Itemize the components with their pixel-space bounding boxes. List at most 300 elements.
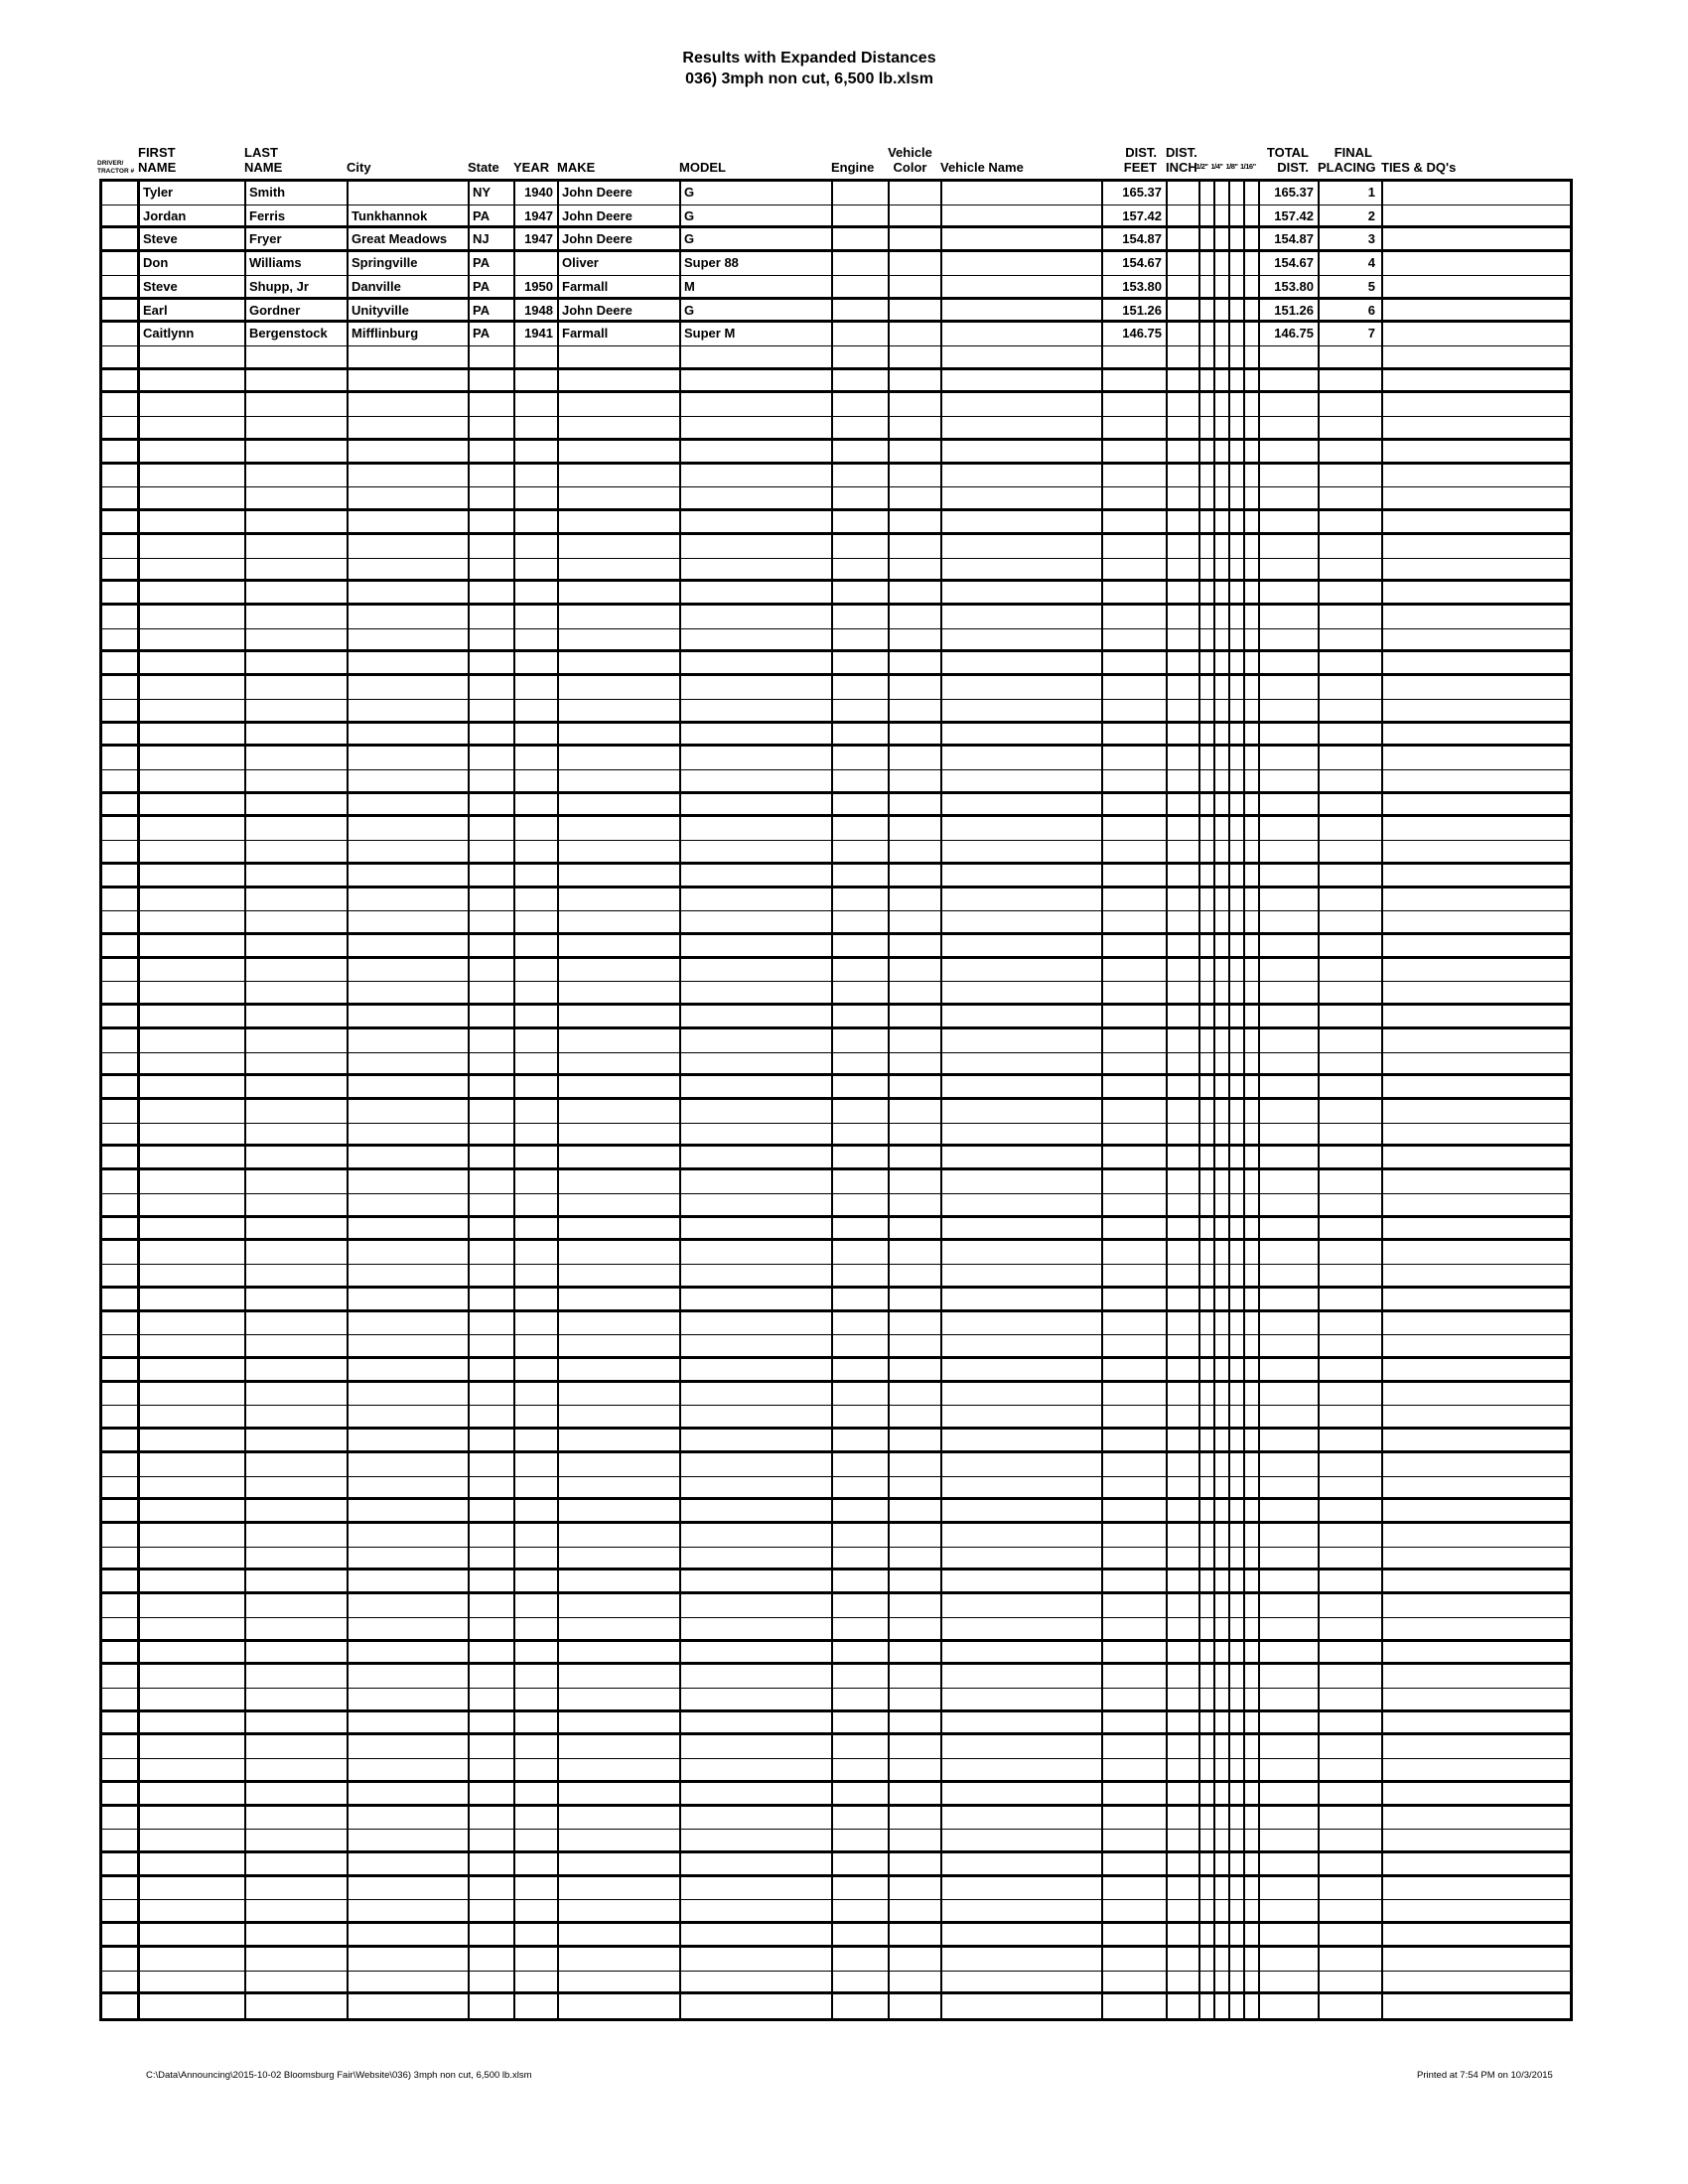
cell-eighth bbox=[1230, 1335, 1245, 1356]
cell-total bbox=[1260, 1759, 1320, 1780]
cell-make bbox=[559, 346, 681, 367]
cell-vehicle_name bbox=[942, 441, 1103, 462]
cell-state: PA bbox=[470, 300, 515, 321]
cell-model bbox=[681, 1383, 833, 1406]
cell-year bbox=[515, 1453, 559, 1476]
table-row bbox=[102, 1948, 1570, 1972]
col-header-label: State bbox=[468, 160, 499, 175]
cell-sixteenth bbox=[1245, 559, 1260, 580]
cell-half bbox=[1200, 228, 1215, 249]
cell-placing bbox=[1320, 629, 1383, 650]
table-row bbox=[102, 817, 1570, 841]
cell-half bbox=[1200, 1453, 1215, 1476]
cell-year bbox=[515, 888, 559, 911]
cell-color bbox=[890, 700, 942, 721]
cell-dist_feet bbox=[1103, 441, 1168, 462]
table-row bbox=[102, 1807, 1570, 1831]
cell-placing bbox=[1320, 1383, 1383, 1406]
cell-eighth bbox=[1230, 1406, 1245, 1427]
cell-year bbox=[515, 1241, 559, 1264]
cell-rownum bbox=[102, 1877, 140, 1900]
cell-total bbox=[1260, 1830, 1320, 1850]
cell-ties bbox=[1383, 582, 1570, 603]
cell-total bbox=[1260, 1241, 1320, 1264]
cell-engine bbox=[833, 959, 890, 982]
cell-last bbox=[246, 1948, 349, 1971]
cell-color bbox=[890, 182, 942, 205]
cell-city bbox=[349, 346, 470, 367]
cell-quarter bbox=[1215, 652, 1230, 673]
cell-color bbox=[890, 511, 942, 532]
cell-ties bbox=[1383, 1877, 1570, 1900]
cell-first bbox=[140, 1029, 246, 1052]
cell-engine bbox=[833, 676, 890, 699]
cell-color bbox=[890, 1170, 942, 1193]
cell-last bbox=[246, 935, 349, 956]
col-header-label: NAME bbox=[138, 160, 177, 175]
cell-placing bbox=[1320, 1594, 1383, 1617]
cell-vehicle_name bbox=[942, 1807, 1103, 1830]
cell-sixteenth bbox=[1245, 1807, 1260, 1830]
cell-engine bbox=[833, 888, 890, 911]
cell-year bbox=[515, 252, 559, 275]
cell-color bbox=[890, 1053, 942, 1074]
cell-total bbox=[1260, 1194, 1320, 1215]
table-row bbox=[102, 1124, 1570, 1148]
cell-state bbox=[470, 1383, 515, 1406]
cell-engine bbox=[833, 393, 890, 416]
cell-engine bbox=[833, 1265, 890, 1286]
cell-rownum bbox=[102, 1289, 140, 1309]
cell-model bbox=[681, 700, 833, 721]
cell-half bbox=[1200, 1147, 1215, 1167]
cell-half bbox=[1200, 346, 1215, 367]
cell-ties bbox=[1383, 841, 1570, 862]
col-header-label: DIST. bbox=[1125, 145, 1157, 160]
cell-city bbox=[349, 582, 470, 603]
cell-dist_feet bbox=[1103, 1900, 1168, 1921]
cell-dist_inch bbox=[1168, 652, 1200, 673]
cell-make bbox=[559, 393, 681, 416]
cell-first bbox=[140, 911, 246, 932]
cell-ties bbox=[1383, 1994, 1570, 2018]
cell-make bbox=[559, 606, 681, 628]
cell-dist_inch bbox=[1168, 1453, 1200, 1476]
cell-make bbox=[559, 1406, 681, 1427]
cell-eighth bbox=[1230, 1759, 1245, 1780]
cell-quarter bbox=[1215, 1076, 1230, 1097]
cell-last bbox=[246, 465, 349, 487]
cell-half bbox=[1200, 1618, 1215, 1639]
cell-state bbox=[470, 1689, 515, 1709]
cell-city bbox=[349, 935, 470, 956]
cell-eighth bbox=[1230, 747, 1245, 769]
cell-quarter bbox=[1215, 606, 1230, 628]
cell-vehicle_name bbox=[942, 1500, 1103, 1521]
cell-state bbox=[470, 1194, 515, 1215]
cell-ties bbox=[1383, 982, 1570, 1003]
cell-year bbox=[515, 393, 559, 416]
cell-total bbox=[1260, 1477, 1320, 1498]
cell-rownum bbox=[102, 370, 140, 391]
cell-color bbox=[890, 629, 942, 650]
cell-city bbox=[349, 487, 470, 508]
cell-make bbox=[559, 1076, 681, 1097]
cell-vehicle_name bbox=[942, 1994, 1103, 2018]
cell-half bbox=[1200, 1665, 1215, 1688]
cell-ties bbox=[1383, 393, 1570, 416]
cell-vehicle_name bbox=[942, 794, 1103, 815]
cell-ties bbox=[1383, 1712, 1570, 1733]
cell-half bbox=[1200, 1735, 1215, 1758]
table-row bbox=[102, 1477, 1570, 1501]
cell-engine bbox=[833, 1430, 890, 1450]
cell-rownum bbox=[102, 1830, 140, 1850]
col-header-label: DIST. bbox=[1166, 145, 1197, 160]
cell-ties bbox=[1383, 228, 1570, 249]
cell-placing bbox=[1320, 1548, 1383, 1569]
cell-rownum bbox=[102, 1100, 140, 1123]
cell-dist_inch bbox=[1168, 1430, 1200, 1450]
cell-quarter bbox=[1215, 1807, 1230, 1830]
cell-make bbox=[559, 1170, 681, 1193]
cell-state bbox=[470, 1948, 515, 1971]
cell-dist_inch bbox=[1168, 865, 1200, 886]
cell-placing bbox=[1320, 676, 1383, 699]
cell-placing bbox=[1320, 888, 1383, 911]
cell-first bbox=[140, 1147, 246, 1167]
cell-last: Shupp, Jr bbox=[246, 276, 349, 297]
table-row bbox=[102, 205, 1570, 229]
cell-first bbox=[140, 1594, 246, 1617]
cell-dist_inch bbox=[1168, 1289, 1200, 1309]
col-header-label: Engine bbox=[831, 160, 875, 175]
cell-state bbox=[470, 888, 515, 911]
cell-half bbox=[1200, 817, 1215, 840]
cell-sixteenth bbox=[1245, 582, 1260, 603]
cell-total bbox=[1260, 935, 1320, 956]
cell-color bbox=[890, 1006, 942, 1026]
cell-eighth bbox=[1230, 323, 1245, 345]
cell-first bbox=[140, 1570, 246, 1591]
cell-placing bbox=[1320, 1100, 1383, 1123]
cell-rownum bbox=[102, 393, 140, 416]
cell-eighth bbox=[1230, 487, 1245, 508]
cell-make bbox=[559, 1124, 681, 1145]
cell-placing bbox=[1320, 1359, 1383, 1380]
cell-engine bbox=[833, 1548, 890, 1569]
cell-dist_inch bbox=[1168, 911, 1200, 932]
cell-eighth bbox=[1230, 1642, 1245, 1663]
cell-year bbox=[515, 465, 559, 487]
cell-city bbox=[349, 1100, 470, 1123]
cell-state bbox=[470, 1570, 515, 1591]
cell-model bbox=[681, 629, 833, 650]
cell-eighth bbox=[1230, 1994, 1245, 2018]
cell-placing bbox=[1320, 1570, 1383, 1591]
cell-ties bbox=[1383, 1618, 1570, 1639]
cell-model bbox=[681, 370, 833, 391]
cell-half bbox=[1200, 441, 1215, 462]
cell-city bbox=[349, 1853, 470, 1874]
cell-vehicle_name bbox=[942, 1335, 1103, 1356]
cell-model bbox=[681, 935, 833, 956]
cell-half bbox=[1200, 959, 1215, 982]
table-row bbox=[102, 228, 1570, 252]
cell-color bbox=[890, 606, 942, 628]
cell-make bbox=[559, 1618, 681, 1639]
cell-sixteenth bbox=[1245, 606, 1260, 628]
cell-placing bbox=[1320, 1877, 1383, 1900]
cell-sixteenth bbox=[1245, 228, 1260, 249]
cell-year bbox=[515, 1289, 559, 1309]
cell-dist_inch bbox=[1168, 1477, 1200, 1498]
cell-ties bbox=[1383, 700, 1570, 721]
cell-sixteenth bbox=[1245, 1289, 1260, 1309]
cell-eighth bbox=[1230, 1289, 1245, 1309]
cell-total bbox=[1260, 794, 1320, 815]
table-row bbox=[102, 1312, 1570, 1336]
cell-placing bbox=[1320, 606, 1383, 628]
cell-ties bbox=[1383, 1642, 1570, 1663]
cell-model bbox=[681, 1500, 833, 1521]
cell-total bbox=[1260, 1076, 1320, 1097]
cell-total bbox=[1260, 1618, 1320, 1639]
cell-sixteenth bbox=[1245, 1265, 1260, 1286]
cell-eighth bbox=[1230, 511, 1245, 532]
cell-dist_inch bbox=[1168, 323, 1200, 345]
cell-engine bbox=[833, 629, 890, 650]
table-row bbox=[102, 370, 1570, 394]
cell-state bbox=[470, 1335, 515, 1356]
cell-ties bbox=[1383, 1029, 1570, 1052]
cell-last bbox=[246, 1877, 349, 1900]
cell-last bbox=[246, 346, 349, 367]
cell-color bbox=[890, 1359, 942, 1380]
cell-year bbox=[515, 559, 559, 580]
cell-eighth bbox=[1230, 205, 1245, 226]
cell-model bbox=[681, 1218, 833, 1239]
cell-sixteenth bbox=[1245, 1053, 1260, 1074]
cell-placing bbox=[1320, 1194, 1383, 1215]
cell-dist_inch bbox=[1168, 841, 1200, 862]
cell-total bbox=[1260, 1594, 1320, 1617]
cell-color bbox=[890, 911, 942, 932]
cell-eighth bbox=[1230, 582, 1245, 603]
cell-dist_feet bbox=[1103, 1759, 1168, 1780]
cell-ties bbox=[1383, 1570, 1570, 1591]
cell-vehicle_name bbox=[942, 606, 1103, 628]
cell-dist_inch bbox=[1168, 1006, 1200, 1026]
cell-model bbox=[681, 1853, 833, 1874]
cell-rownum bbox=[102, 1972, 140, 1992]
cell-vehicle_name bbox=[942, 1524, 1103, 1547]
cell-make bbox=[559, 559, 681, 580]
cell-state bbox=[470, 582, 515, 603]
cell-dist_inch bbox=[1168, 300, 1200, 321]
cell-quarter bbox=[1215, 1594, 1230, 1617]
cell-total: 151.26 bbox=[1260, 300, 1320, 321]
cell-rownum bbox=[102, 1312, 140, 1335]
cell-first: Steve bbox=[140, 228, 246, 249]
cell-year bbox=[515, 1924, 559, 1945]
cell-last bbox=[246, 1241, 349, 1264]
cell-eighth bbox=[1230, 1312, 1245, 1335]
cell-total bbox=[1260, 559, 1320, 580]
cell-state bbox=[470, 724, 515, 745]
cell-total: 165.37 bbox=[1260, 182, 1320, 205]
cell-quarter bbox=[1215, 1948, 1230, 1971]
cell-dist_inch bbox=[1168, 535, 1200, 558]
cell-model bbox=[681, 559, 833, 580]
cell-dist_inch bbox=[1168, 676, 1200, 699]
cell-first bbox=[140, 1877, 246, 1900]
cell-color bbox=[890, 1712, 942, 1733]
cell-dist_inch bbox=[1168, 1665, 1200, 1688]
cell-engine bbox=[833, 346, 890, 367]
cell-year bbox=[515, 511, 559, 532]
cell-total bbox=[1260, 1853, 1320, 1874]
cell-vehicle_name bbox=[942, 323, 1103, 345]
cell-dist_feet bbox=[1103, 1712, 1168, 1733]
cell-dist_feet: 165.37 bbox=[1103, 182, 1168, 205]
cell-last bbox=[246, 1972, 349, 1992]
cell-state bbox=[470, 1029, 515, 1052]
cell-dist_inch bbox=[1168, 1029, 1200, 1052]
cell-rownum bbox=[102, 417, 140, 438]
cell-placing bbox=[1320, 1406, 1383, 1427]
col-header-label: FEET bbox=[1123, 160, 1157, 175]
cell-dist_inch bbox=[1168, 888, 1200, 911]
cell-quarter bbox=[1215, 629, 1230, 650]
cell-total bbox=[1260, 1712, 1320, 1733]
cell-state: PA bbox=[470, 205, 515, 226]
cell-model bbox=[681, 1618, 833, 1639]
cell-model bbox=[681, 794, 833, 815]
cell-first bbox=[140, 1972, 246, 1992]
cell-placing bbox=[1320, 865, 1383, 886]
cell-eighth bbox=[1230, 1807, 1245, 1830]
cell-rownum bbox=[102, 1853, 140, 1874]
cell-first bbox=[140, 1383, 246, 1406]
cell-color bbox=[890, 441, 942, 462]
cell-make bbox=[559, 865, 681, 886]
cell-ties bbox=[1383, 1076, 1570, 1097]
cell-first bbox=[140, 370, 246, 391]
cell-year bbox=[515, 629, 559, 650]
cell-ties bbox=[1383, 1124, 1570, 1145]
cell-eighth bbox=[1230, 346, 1245, 367]
cell-engine bbox=[833, 1924, 890, 1945]
table-row bbox=[102, 1241, 1570, 1265]
cell-city bbox=[349, 1265, 470, 1286]
cell-quarter bbox=[1215, 817, 1230, 840]
cell-placing bbox=[1320, 1124, 1383, 1145]
cell-ties bbox=[1383, 935, 1570, 956]
cell-eighth bbox=[1230, 535, 1245, 558]
cell-half bbox=[1200, 888, 1215, 911]
cell-color bbox=[890, 300, 942, 321]
cell-vehicle_name bbox=[942, 1783, 1103, 1804]
cell-first bbox=[140, 888, 246, 911]
cell-engine bbox=[833, 724, 890, 745]
table-row bbox=[102, 582, 1570, 606]
cell-rownum bbox=[102, 535, 140, 558]
cell-quarter bbox=[1215, 1500, 1230, 1521]
cell-eighth bbox=[1230, 182, 1245, 205]
cell-color bbox=[890, 1076, 942, 1097]
cell-vehicle_name bbox=[942, 370, 1103, 391]
cell-rownum bbox=[102, 1218, 140, 1239]
cell-vehicle_name bbox=[942, 1759, 1103, 1780]
cell-rownum bbox=[102, 1124, 140, 1145]
cell-rownum bbox=[102, 1359, 140, 1380]
cell-city: Tunkhannok bbox=[349, 205, 470, 226]
cell-total: 146.75 bbox=[1260, 323, 1320, 345]
cell-make bbox=[559, 1948, 681, 1971]
cell-year bbox=[515, 1147, 559, 1167]
cell-sixteenth bbox=[1245, 1477, 1260, 1498]
cell-half bbox=[1200, 1170, 1215, 1193]
cell-dist_feet bbox=[1103, 370, 1168, 391]
cell-dist_feet bbox=[1103, 724, 1168, 745]
cell-sixteenth bbox=[1245, 1642, 1260, 1663]
cell-vehicle_name bbox=[942, 559, 1103, 580]
cell-ties bbox=[1383, 652, 1570, 673]
cell-quarter bbox=[1215, 1241, 1230, 1264]
cell-model: G bbox=[681, 205, 833, 226]
cell-quarter bbox=[1215, 1924, 1230, 1945]
cell-eighth bbox=[1230, 1500, 1245, 1521]
cell-color bbox=[890, 841, 942, 862]
table-row bbox=[102, 441, 1570, 465]
cell-state bbox=[470, 1453, 515, 1476]
cell-color bbox=[890, 1924, 942, 1945]
cell-dist_inch bbox=[1168, 276, 1200, 297]
cell-total bbox=[1260, 1665, 1320, 1688]
cell-dist_inch bbox=[1168, 959, 1200, 982]
table-row bbox=[102, 700, 1570, 724]
cell-rownum bbox=[102, 1241, 140, 1264]
cell-placing bbox=[1320, 724, 1383, 745]
cell-make bbox=[559, 935, 681, 956]
cell-year bbox=[515, 959, 559, 982]
cell-city: Great Meadows bbox=[349, 228, 470, 249]
cell-state: PA bbox=[470, 276, 515, 297]
cell-city bbox=[349, 982, 470, 1003]
cell-state bbox=[470, 1548, 515, 1569]
cell-engine bbox=[833, 1972, 890, 1992]
cell-dist_inch bbox=[1168, 1548, 1200, 1569]
cell-engine bbox=[833, 323, 890, 345]
cell-half bbox=[1200, 911, 1215, 932]
cell-engine bbox=[833, 1477, 890, 1498]
cell-color bbox=[890, 1877, 942, 1900]
cell-make bbox=[559, 1265, 681, 1286]
cell-dist_feet bbox=[1103, 1335, 1168, 1356]
cell-state bbox=[470, 393, 515, 416]
table-row bbox=[102, 1500, 1570, 1524]
cell-dist_inch bbox=[1168, 465, 1200, 487]
cell-vehicle_name bbox=[942, 465, 1103, 487]
cell-first bbox=[140, 393, 246, 416]
cell-quarter bbox=[1215, 1312, 1230, 1335]
cell-rownum bbox=[102, 465, 140, 487]
cell-first: Jordan bbox=[140, 205, 246, 226]
cell-half bbox=[1200, 370, 1215, 391]
cell-state bbox=[470, 676, 515, 699]
cell-eighth bbox=[1230, 1194, 1245, 1215]
